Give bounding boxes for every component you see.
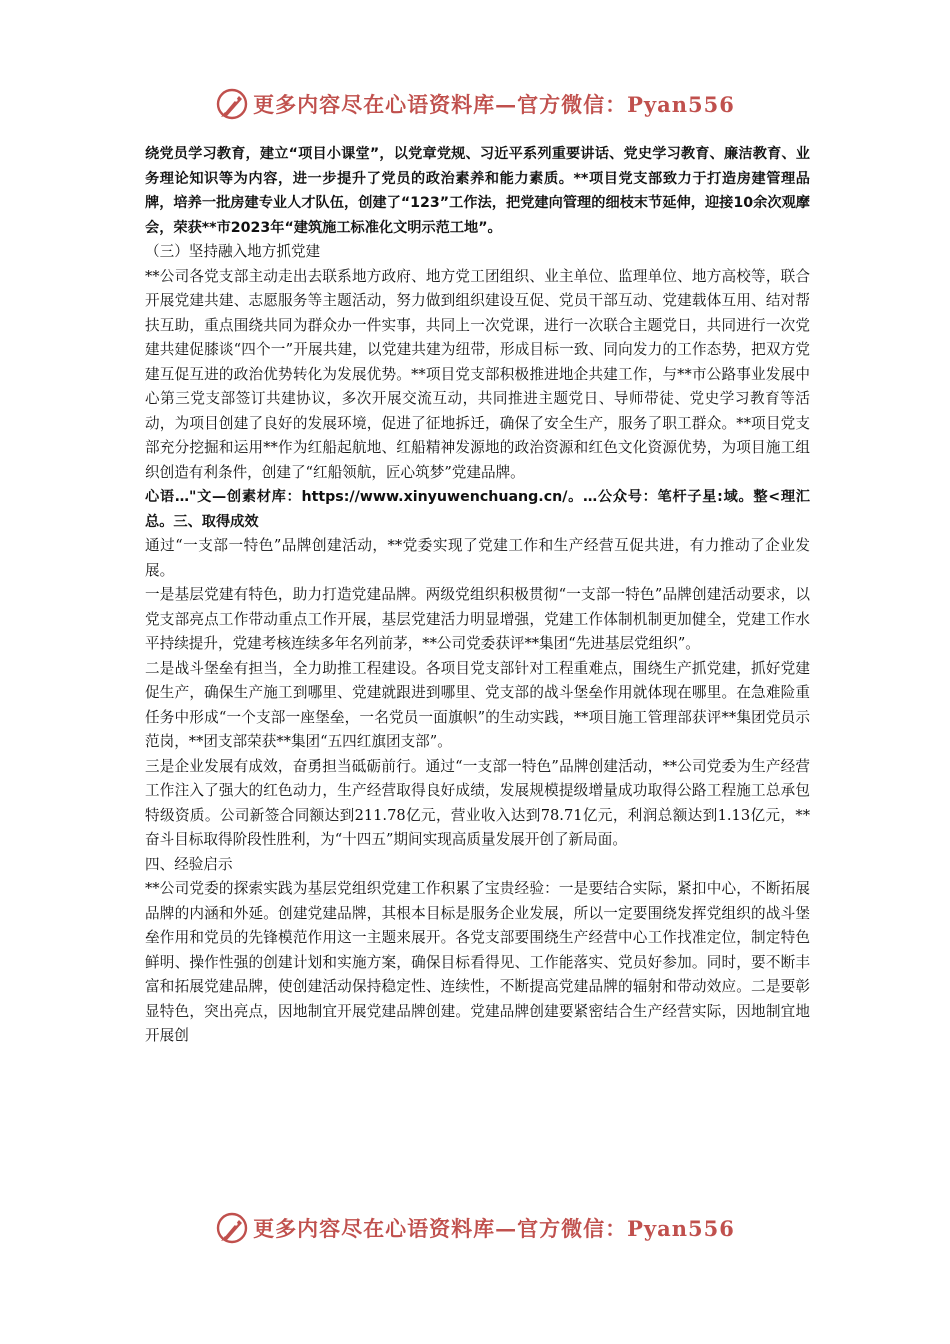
section-heading-4: 四、经验启示 bbox=[145, 855, 233, 873]
fountain-pen-logo-icon bbox=[215, 1211, 249, 1245]
paragraph-5: 二是战斗堡垒有担当，全力助推工程建设。各项目党支部针对工程重难点，围绕生产抓党建，抓好党建促生产，确保生产施工到哪里、党建就跟进到哪里、党支部的战斗堡垒作用就体现在哪里。在急难险重任务中形成“一个支部一座堡垒，一名党员一面旗帜”的生动实践，**项目施工管理部获评**集团党员示范岗，**团支部荣获**集团“五四红旗团支部”。 bbox=[145, 659, 810, 750]
paragraph-3: 通过“一支部一特色”品牌创建活动，**党委实现了党建工作和生产经营互促共进，有力推动了企业发展。 bbox=[145, 537, 810, 579]
watermark-banner-bottom bbox=[0, 1206, 950, 1250]
paragraph-4: 一是基层党建有特色，助力打造党建品牌。两级党组织积极贯彻“一支部一特色”品牌创建活动要求，以党支部亮点工作带动重点工作开展，基层党建活力明显增强，党建工作体制机制更加健全，党建工作水平持续提升，党建考核连续多年名列前茅，**公司党委获评**集团“先进基层党组织”。 bbox=[145, 586, 810, 652]
document-body bbox=[145, 142, 810, 1049]
fountain-pen-logo-icon bbox=[215, 87, 249, 121]
watermark-banner-top bbox=[0, 82, 950, 126]
section-heading-3: （三）坚持融入地方抓党建 bbox=[145, 243, 321, 260]
paragraph-1: 绕党员学习教育，建立“项目小课堂”，以党章党规、习近平系列重要讲话、党史学习教育、廉洁教育、业务理论知识等为内容，进一步提升了党员的政治素养和能力素质。**项目党支部致力于打造房建管理品牌，培养一批房建专业人才队伍，创建了“123”工作法，把党建向管理的细枝末节延伸，迎接10余次观摩会，荣获**市2023年“建筑施工标准化文明示范工地”。 bbox=[145, 146, 810, 236]
paragraph-6: 三是企业发展有成效，奋勇担当砥砺前行。通过“一支部一特色”品牌创建活动，**公司党委为生产经营工作注入了强大的红色动力，生产经营取得良好成绩，发展规模提级增量成功取得公路工程施工总承包特级资质。公司新签合同额达到211.78亿元，营业收入达到78.71亿元，利润总额达到1.13亿元，**奋斗目标取得阶段性胜利，为“十四五”期间实现高质量发展开创了新局面。 bbox=[145, 757, 810, 848]
paragraph-2: **公司各党支部主动走出去联系地方政府、地方党工团组织、业主单位、监理单位、地方高校等，联合开展党建共建、志愿服务等主题活动，努力做到组织建设互促、党员干部互动、党建载体互用、结对帮扶互助，重点围绕共同为群众办一件实事，共同上一次党课，进行一次联合主题党日，共同进行一次党建共建促膝谈“四个一”开展共建，以党建共建为纽带，形成目标一致、同向发力的工作态势，把双方党建互促互进的政治优势转化为发展优势。**项目党支部积极推进地企共建工作，与**市公路事业发展中心第三党支部签订共建协议，多次开展交流互动，共同推进主题党日、导师带徒、党史学习教育等活动，为项目创建了良好的发展环境，促进了征地拆迁，确保了安全生产，服务了职工群众。**项目党支部充分挖掘和运用**作为红船起航地、红船精神发源地的政治资源和红色文化资源优势，为项目施工组织创造有利条件，创建了“红船领航，匠心筑梦”党建品牌。 bbox=[145, 267, 810, 481]
ad-line-heading: 心语…"文—创素材库：https://www.xinyuwenchuang.cn/。…公众号：笔杆子星:域。整<理汇总。三、取得成效 bbox=[145, 489, 810, 530]
paragraph-7: **公司党委的探索实践为基层党组织党建工作积累了宝贵经验：一是要结合实际，紧扣中心，不断拓展品牌的内涵和外延。创建党建品牌，其根本目标是服务企业发展，所以一定要围绕发挥党组织的战斗堡垒作用和党员的先锋模范作用这一主题来展开。各党支部要围绕生产经营中心工作找准定位，制定特色鲜明、操作性强的创建计划和实施方案，确保目标看得见、工作能落实、党员好参加。同时，要不断丰富和拓展党建品牌，使创建活动保持稳定性、连续性，不断提高党建品牌的辐射和带动效应。二是要彰显特色，突出亮点，因地制宜开展党建品牌创建。党建品牌创建要紧密结合生产经营实际，因地制宜地开展创 bbox=[145, 880, 810, 1044]
watermark-text-bottom: 更多内容尽在心语资料库—官方微信：Pyan556 bbox=[253, 1216, 735, 1241]
watermark-text-top: 更多内容尽在心语资料库—官方微信：Pyan556 bbox=[253, 92, 735, 117]
